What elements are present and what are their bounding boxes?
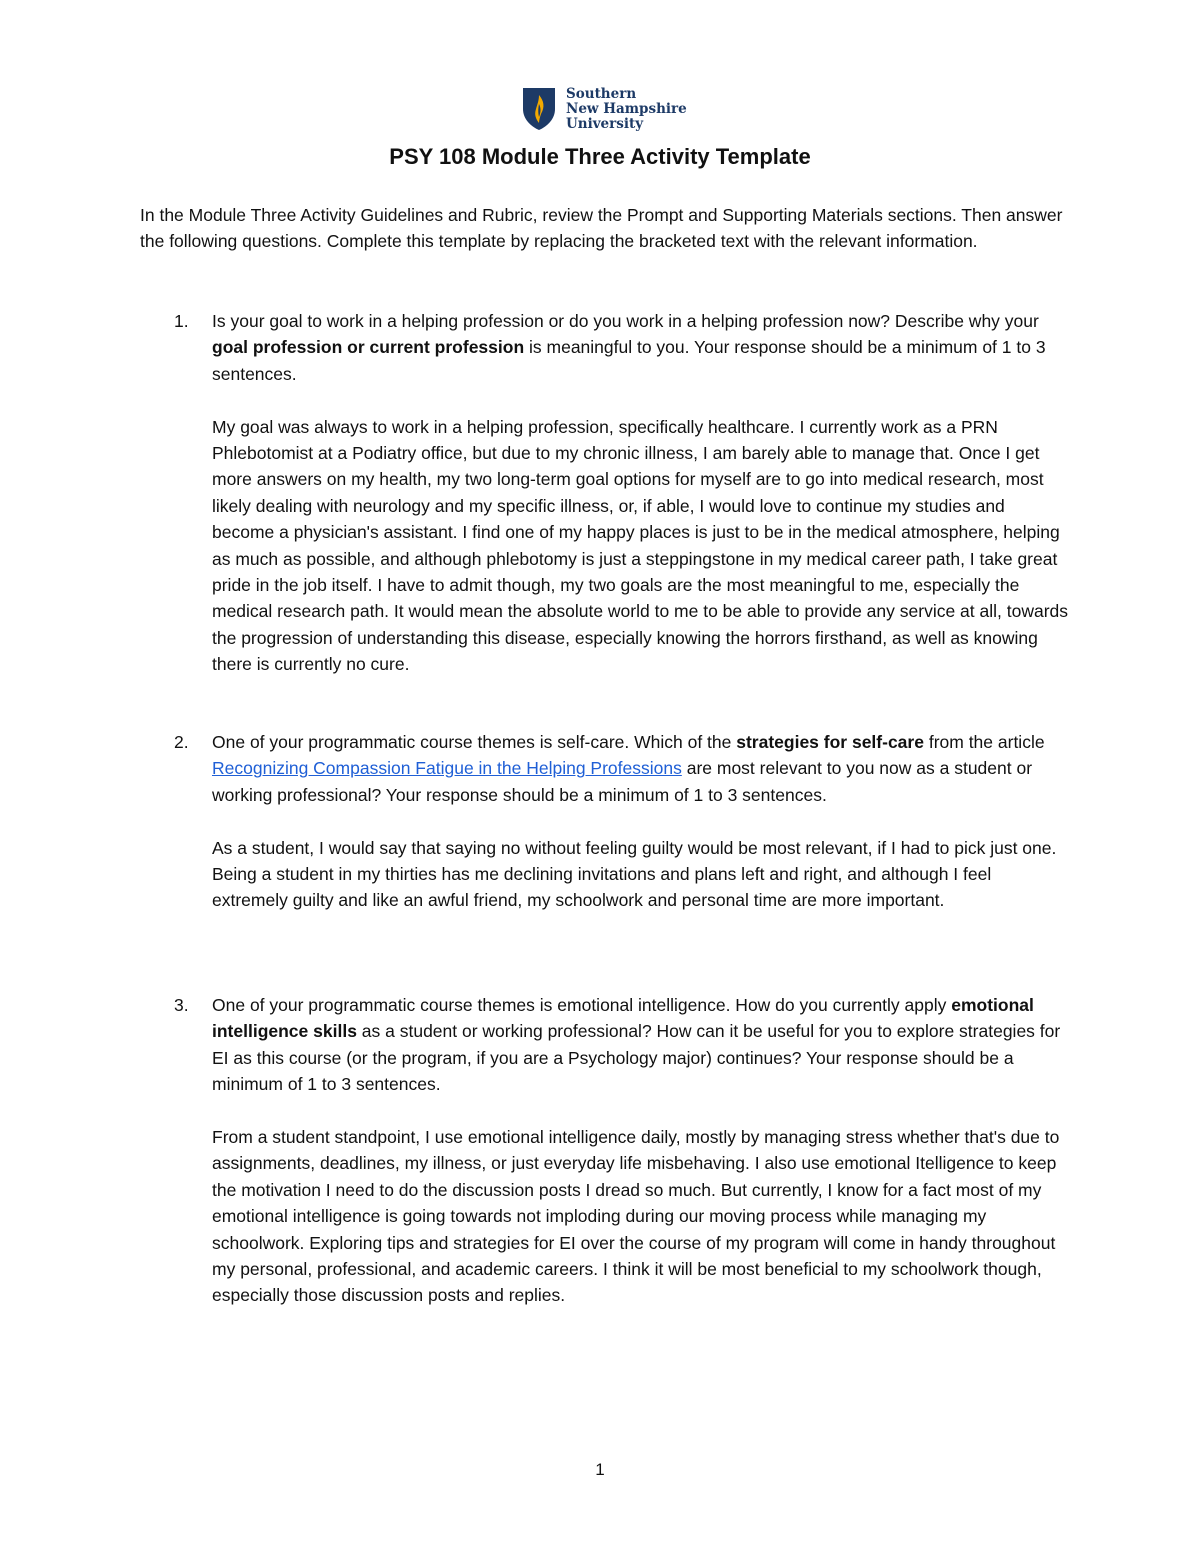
- snhu-shield-icon: [522, 87, 556, 131]
- question-part: are most relevant to you now as a student or working professional? Your response should be a minimum of 1 to 3 sentences.: [212, 758, 1033, 805]
- document-title: PSY 108 Module Three Activity Template: [389, 144, 811, 169]
- question-bold: strategies for self-care: [736, 732, 924, 752]
- answer-text: [212, 414, 1070, 678]
- question-part: One of your programmatic course themes is self-care. Which of the: [212, 732, 737, 752]
- question-text: [212, 992, 1070, 1098]
- item-body: [212, 992, 1070, 1309]
- question-part: One of your programmatic course themes is emotional intelligence. How do you currently apply: [212, 995, 952, 1015]
- item-body: [212, 729, 1070, 914]
- logo-wordmark: [566, 87, 687, 132]
- university-logo: [522, 84, 687, 134]
- item-number: 3.: [174, 995, 189, 1015]
- item-number: 2.: [174, 732, 189, 752]
- item-number: 1.: [174, 311, 189, 331]
- answer-paragraph: As a student, I would say that saying no without feeling guilty would be most relevant, if I had to pick just one. Being a student in my thirties has me declining invitations and plans left and right, and although I feel extremely guilty and like an awful friend, my schoolwork and personal time are more important.: [212, 837, 1057, 911]
- answer-text: [212, 835, 1070, 914]
- answer-paragraph: From a student standpoint, I use emotional intelligence daily, mostly by managing stress whether that's due to assignments, deadlines, my illness, or just everyday life misbehaving. I also use emotional Itelligence to keep the motivation I need to do the discussion posts I dread so much. But currently, I know for a fact most of my emotional intelligence is going towards not imploding during our moving process while managing my schoolwork. Exploring tips and strategies for EI over the course of my program will come in handy throughout my personal, professional, and academic careers. I think it will be most beneficial to my schoolwork though, especially those discussion posts and replies.: [212, 1127, 1060, 1306]
- answer-text: [212, 1124, 1070, 1309]
- logo-line: New Hampshire: [566, 100, 687, 117]
- intro-paragraph: In the Module Three Activity Guidelines and Rubric, review the Prompt and Supporting Materials sections. Then answer the following questions. Complete this template by replacing the bracketed text with the relevant information.: [140, 205, 1063, 252]
- logo-line: Southern: [566, 85, 637, 102]
- page-number: 1: [595, 1460, 605, 1479]
- question-bold: emotional intelligence skills: [212, 995, 1034, 1042]
- question-text: [212, 308, 1070, 387]
- question-part: from the article: [923, 732, 1045, 752]
- logo-line: University: [566, 115, 644, 132]
- question-part: is meaningful to you. Your response should be a minimum of 1 to 3 sentences.: [212, 337, 1046, 384]
- answer-paragraph: My goal was always to work in a helping profession, specifically healthcare. I currently work as a PRN Phlebotomist at a Podiatry office, but due to my chronic illness, I am barely able to manage that. Once I get more answers on my health, my two long-term goal options for myself are to go into medical research, most likely dealing with neurology and my specific illness, or, if able, I would love to continue my studies and become a physician's assistant. I find one of my happy places is just to be in the medical atmosphere, helping as much as possible, and although phlebotomy is just a steppingstone in my medical career path, I take great pride in the job itself. I have to admit though, my two goals are the most meaningful to me, especially the medical research path. It would mean the absolute world to me to be able to provide any service at all, towards the progression of understanding this disease, especially knowing the horrors firsthand, as well as knowing there is currently no cure.: [212, 416, 1069, 675]
- question-bold: goal profession or current profession: [212, 337, 525, 358]
- question-part: as a student or working professional? How can it be useful for you to explore strategies for EI as this course (or the program, if you are a Psychology major) continues? Your response should be a minimum of 1 to 3 sentences.: [212, 1021, 1061, 1095]
- question-part: Is your goal to work in a helping profession or do you work in a helping profession now? Describe why your: [212, 311, 1039, 331]
- item-body: [212, 308, 1070, 678]
- question-text: [212, 729, 1070, 808]
- article-link[interactable]: Recognizing Compassion Fatigue in the Helping Professions: [212, 758, 682, 779]
